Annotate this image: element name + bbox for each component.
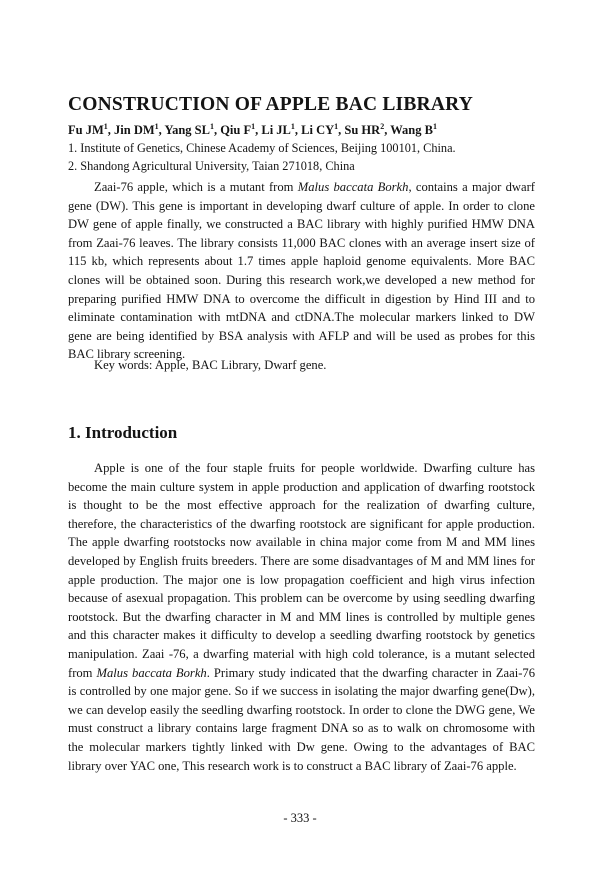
author: [220, 123, 261, 137]
author: [261, 123, 301, 137]
author: [114, 123, 164, 137]
introduction-paragraph: [68, 459, 535, 775]
intro-text-end: . Primary study indicated that the dwarfing character in Zaai-76 is controlled by one major gene. So if we success in isolating the major dwarfing gene(Dw), we can develop easily the seedling dwarfing rootstock. In order to clone the DWG gene, We must construct a library contains large fragment DNA so as to walk on chromosome with the molecular markers tightly linked with Dw gene. Owing to the advantages of BAC library over YAC one, This research work is to construct a BAC library of Zaai-76 apple.: [68, 665, 535, 773]
paper-title: CONSTRUCTION OF APPLE BAC LIBRARY: [68, 94, 473, 115]
author-name: Fu JM: [68, 123, 104, 138]
keywords: Key words: Apple, BAC Library, Dwarf gene.: [94, 358, 327, 372]
intro-text-start: Apple is one of the four staple fruits for people worldwide. Dwarfing culture has become the main culture system in apple production and application of dwarfing rootstock is thought to be the most effective approach for the realization of dwarfing culture, therefore, the characteristics of the dwarfing rootstock are significant for apple production. The apple dwarfing rootstocks now available in china major come from M and MM lines developed by English fruits breeders. There are some disadvantages of M and MM lines for apple production. The major one is low propagation coefficient and high virus infection because of asexual propagation. This problem can be overcome by using seedling dwarfing rootstock. But the dwarfing character in M and MM lines is controlled by multiple genes and this character makes it difficulty to develop a seedling dwarfing rootstock by genetics manipulation. Zaai -76, a dwarfing material with high cold tolerance, is a mutant selected from: [68, 461, 535, 680]
abstract-paragraph: [68, 178, 535, 364]
author-affiliation-mark: 2: [380, 122, 385, 131]
author-name: Qiu F: [220, 123, 252, 138]
author: [68, 123, 114, 137]
affiliation-2: 2. Shandong Agricultural University, Taian 271018, China: [68, 159, 355, 173]
author: [390, 123, 437, 137]
species-name: Malus baccata Borkh: [297, 180, 409, 194]
author-affiliation-mark: 1: [432, 122, 437, 131]
author-affiliation-mark: 1: [290, 122, 295, 131]
author-separator: ,: [338, 123, 345, 138]
abstract-text-start: Zaai-76 apple, which is a mutant from: [94, 180, 298, 194]
author-separator: ,: [384, 123, 391, 138]
author-name: Jin DM: [114, 123, 155, 138]
author: [164, 123, 220, 137]
author-name: Li JL: [261, 123, 291, 138]
affiliation-1: 1. Institute of Genetics, Chinese Academy of Sciences, Beijing 100101, China.: [68, 141, 456, 155]
author-affiliation-mark: 1: [154, 122, 159, 131]
author-name: Li CY: [301, 123, 335, 138]
section-heading-introduction: 1. Introduction: [68, 423, 178, 442]
author-separator: ,: [213, 123, 221, 138]
author-separator: ,: [107, 123, 115, 138]
author: [344, 123, 390, 137]
author-affiliation-mark: 1: [334, 122, 339, 131]
author-list: [68, 122, 548, 138]
author-affiliation-mark: 1: [251, 122, 256, 131]
author-name: Wang B: [390, 123, 433, 138]
author-separator: ,: [158, 123, 165, 138]
page-number: - 333 -: [283, 811, 317, 825]
author-name: Yang SL: [164, 123, 210, 138]
author-separator: ,: [255, 123, 262, 138]
author-affiliation-mark: 1: [209, 122, 214, 131]
author-affiliation-mark: 1: [103, 122, 108, 131]
author-name: Su HR: [344, 123, 381, 138]
author: [301, 123, 344, 137]
abstract-text-end: , contains a major dwarf gene (DW). This gene is important in developing dwarf culture of apple. In order to clone DW gene of apple finally, we constructed a BAC library with highly purified HMW DNA from Zaai-76 leaves. The library consists 11,000 BAC clones with an average insert size of 115 kb, which represents about 1.7 times apple haploid genome equivalents. More BAC clones will be obtained soon. During this research work,we developed a new method for preparing purified HMW DNA to overcome the difficult in digestion by Hind III and to eliminate contamination with mtDNA and ctDNA.The molecular markers linked to DW gene are being identified by BSA analysis with AFLP and will be used as probes for this BAC library screening.: [68, 180, 535, 362]
species-name: Malus baccata Borkh: [96, 665, 207, 680]
author-separator: ,: [294, 123, 302, 138]
